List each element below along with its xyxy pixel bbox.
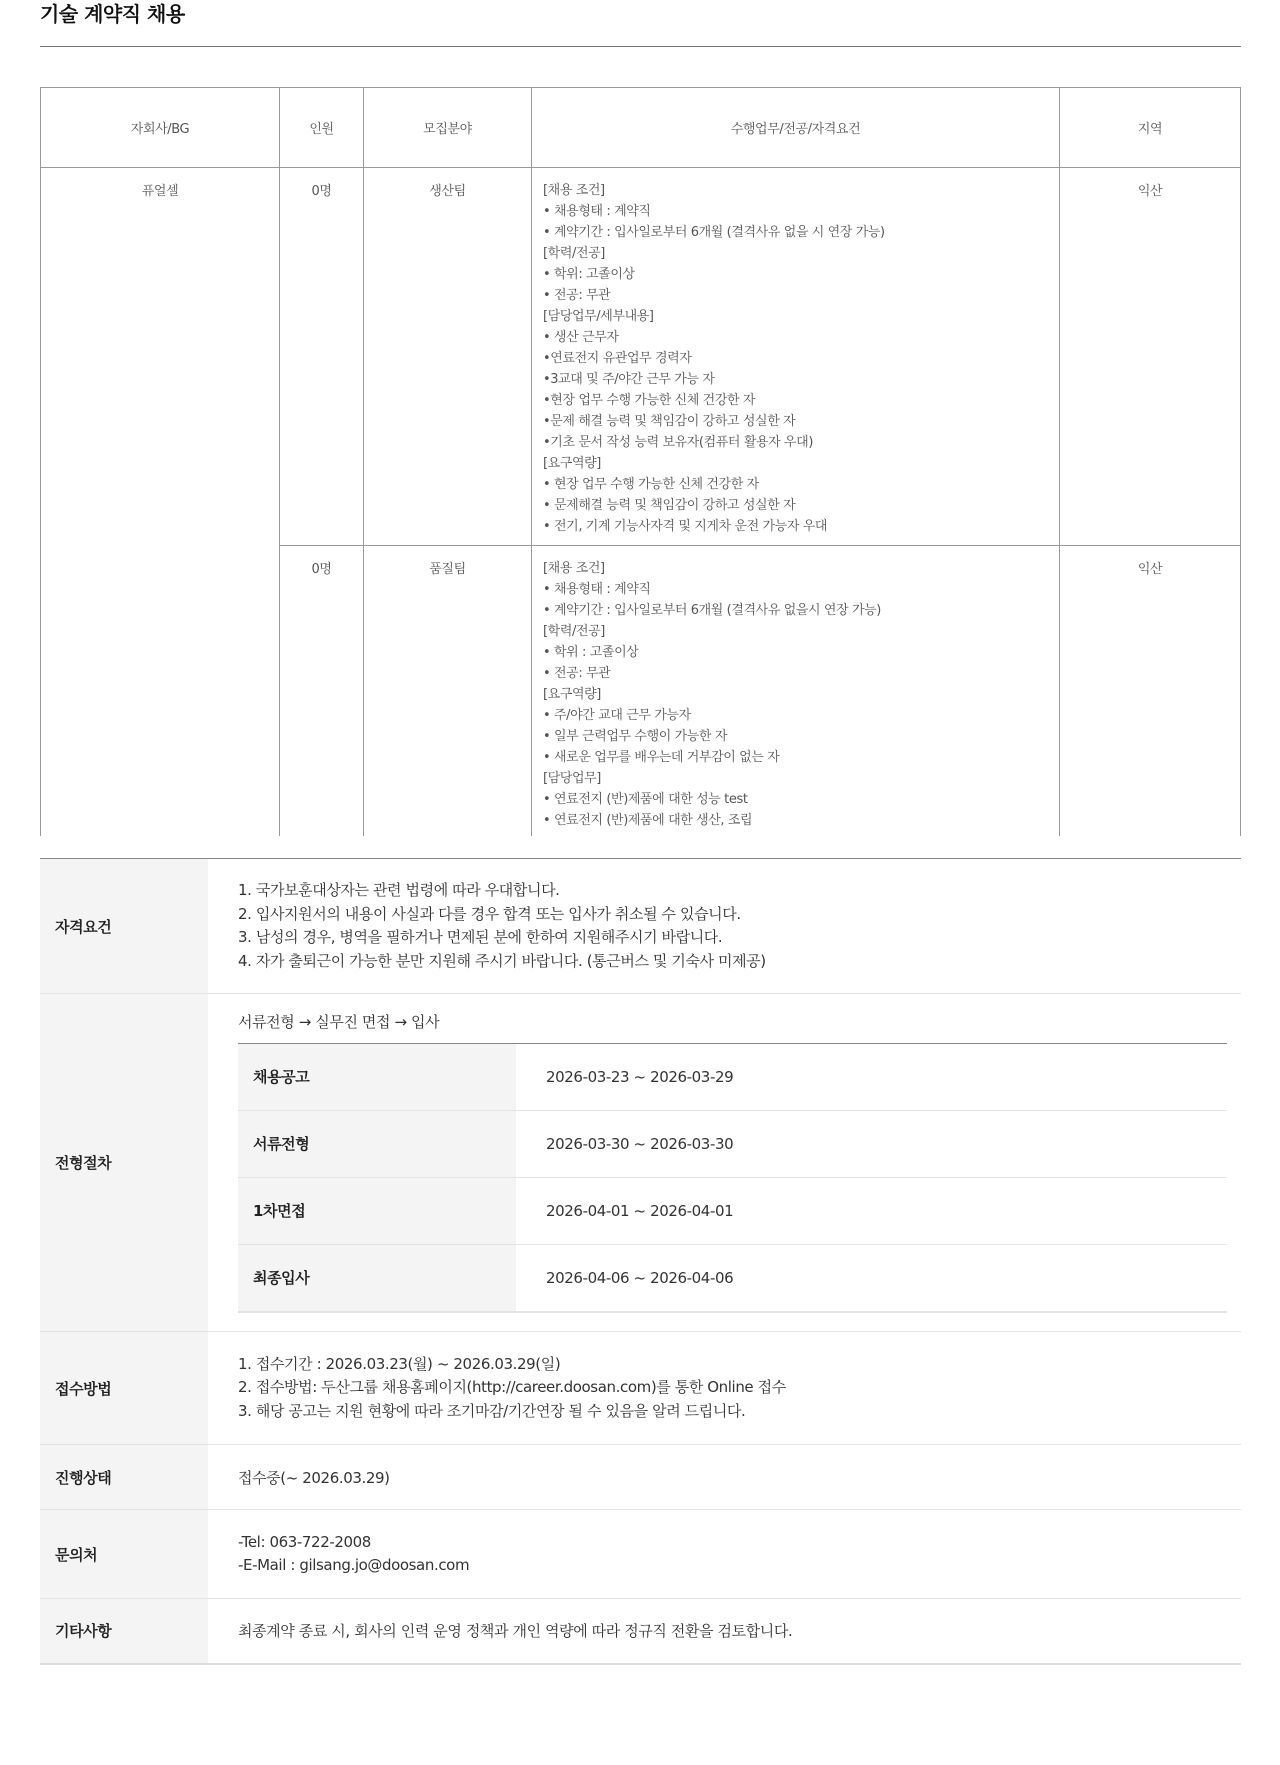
header-company: 자회사/BG [41, 88, 280, 168]
duty-line: • 생산 근무자 [543, 330, 619, 345]
duty-line: [요구역량] [543, 687, 601, 702]
schedule-row [238, 1110, 1227, 1177]
qualification-line: 2. 입사지원서의 내용이 사실과 다를 경우 합격 또는 입사가 취소될 수 있습니다. [238, 904, 741, 923]
duty-line: •3교대 및 주/야간 근무 가능 자 [543, 372, 715, 387]
schedule-row [238, 1043, 1227, 1110]
positions-header-row [41, 88, 1241, 168]
qualification-content [208, 859, 1241, 994]
schedule-period: 2026-04-06 ~ 2026-04-06 [546, 1268, 734, 1287]
process-row [40, 994, 1241, 1332]
duty-line: • 계약기간 : 입사일로부터 6개월 (결격사유 없을시 연장 가능) [543, 603, 881, 618]
duty-line: • 전기, 기계 기능사자격 및 지게차 운전 가능자 우대 [543, 519, 828, 534]
status-value: 접수중(~ 2026.03.29) [208, 1445, 1241, 1510]
duty-line: • 문제해결 능력 및 책임감이 강하고 성실한 자 [543, 498, 796, 513]
schedule-stage: 채용공고 [238, 1043, 516, 1110]
company-cell: 퓨얼셀 [41, 168, 280, 837]
duty-line: [학력/전공] [543, 246, 605, 261]
schedule-row [238, 1244, 1227, 1312]
qualification-label: 자격요건 [40, 859, 208, 994]
duty-line: • 채용형태 : 계약직 [543, 582, 651, 597]
contact-email: -E-Mail : gilsang.jo@doosan.com [238, 1556, 470, 1574]
duty-line: • 채용형태 : 계약직 [543, 204, 651, 219]
duty-line: •연료전지 유관업무 경력자 [543, 351, 692, 366]
duties-cell [532, 546, 1060, 837]
header-count: 인원 [280, 88, 364, 168]
schedule-stage: 1차면접 [238, 1177, 516, 1244]
duty-line: • 새로운 업무를 배우는데 거부감이 없는 자 [543, 750, 780, 765]
count-cell: 0명 [280, 546, 364, 837]
schedule-period: 2026-03-30 ~ 2026-03-30 [516, 1110, 1227, 1177]
duty-line: •기초 문서 작성 능력 보유자(컴퓨터 활용자 우대) [543, 435, 814, 450]
table-row [41, 168, 1241, 546]
duty-line: • 연료전지 (반)제품에 대한 생산, 조립 [543, 813, 753, 828]
application-line: 2. 접수방법: 두산그룹 채용홈페이지(http://career.doosan.com)를 통한 Online 접수 [238, 1378, 786, 1397]
contact-row [40, 1510, 1241, 1599]
qualification-line: 4. 자가 출퇴근이 가능한 분만 지원해 주시기 바랍니다. (통근버스 및 기숙사 미제공) [238, 951, 766, 970]
duty-line: [채용 조건] [543, 183, 605, 198]
duty-line: • 전공: 무관 [543, 288, 611, 303]
schedule-table [238, 1043, 1227, 1313]
application-content [208, 1332, 1241, 1445]
schedule-stage: 서류전형 [238, 1110, 516, 1177]
contact-content [208, 1510, 1241, 1599]
process-flow: 서류전형 → 실무진 면접 → 입사 [238, 1012, 440, 1031]
schedule-row [238, 1177, 1227, 1244]
process-label: 전형절차 [40, 994, 208, 1332]
application-line: 1. 접수기간 : 2026.03.23(월) ~ 2026.03.29(일) [238, 1354, 561, 1373]
contact-phone: -Tel: 063-722-2008 [238, 1532, 371, 1551]
duty-line: • 주/야간 교대 근무 가능자 [543, 708, 691, 723]
field-cell: 품질팀 [364, 546, 532, 837]
duty-line: [학력/전공] [543, 624, 605, 639]
etc-row [40, 1599, 1241, 1664]
status-label: 진행상태 [40, 1445, 208, 1510]
duty-line: [요구역량] [543, 456, 601, 471]
region-cell: 익산 [1060, 546, 1241, 837]
duty-line: • 학위 : 고졸이상 [543, 645, 639, 660]
header-duties: 수행업무/전공/자격요건 [532, 88, 1060, 168]
application-label: 접수방법 [40, 1332, 208, 1445]
region-cell: 익산 [1060, 168, 1241, 546]
duties-cell [532, 168, 1060, 546]
etc-value: 최종계약 종료 시, 회사의 인력 운영 정책과 개인 역량에 따라 정규직 전환을 검토합니다. [208, 1599, 1241, 1664]
duty-line: [채용 조건] [543, 561, 605, 576]
positions-table [40, 87, 1241, 836]
duty-line: • 일부 근력업무 수행이 가능한 자 [543, 729, 727, 744]
duty-line: [담당업무] [543, 771, 601, 786]
application-line: 3. 해당 공고는 지원 현황에 따라 조기마감/기간연장 될 수 있음을 알려 드립니다. [238, 1401, 746, 1420]
info-table [40, 858, 1241, 1665]
header-field: 모집분야 [364, 88, 532, 168]
schedule-stage: 최종입사 [238, 1244, 516, 1312]
qualification-row [40, 859, 1241, 994]
count-cell: 0명 [280, 168, 364, 546]
header-region: 지역 [1060, 88, 1241, 168]
qualification-line: 1. 국가보훈대상자는 관련 법령에 따라 우대합니다. [238, 881, 560, 899]
schedule-period: 2026-04-01 ~ 2026-04-01 [516, 1177, 1227, 1244]
page-title: 기술 계약직 채용 [40, 0, 1241, 47]
duty-line: • 현장 업무 수행 가능한 신체 건강한 자 [543, 477, 759, 492]
status-row [40, 1445, 1241, 1510]
process-content [208, 994, 1241, 1332]
duty-line: • 연료전지 (반)제품에 대한 성능 test [543, 792, 748, 807]
duty-line: •현장 업무 수행 가능한 신체 건강한 자 [543, 393, 756, 408]
duty-line: • 학위: 고졸이상 [543, 267, 635, 282]
qualification-line: 3. 남성의 경우, 병역을 필하거나 면제된 분에 한하여 지원해주시기 바랍니다. [238, 928, 723, 946]
contact-label: 문의처 [40, 1510, 208, 1599]
duty-line: • 계약기간 : 입사일로부터 6개월 (결격사유 없을 시 연장 가능) [543, 225, 885, 240]
duty-line: [담당업무/세부내용] [543, 309, 654, 324]
field-cell: 생산팀 [364, 168, 532, 546]
duty-line: •문제 해결 능력 및 책임감이 강하고 성실한 자 [543, 414, 796, 429]
duty-line: • 전공: 무관 [543, 666, 611, 681]
etc-label: 기타사항 [40, 1599, 208, 1664]
schedule-period: 2026-03-23 ~ 2026-03-29 [516, 1043, 1227, 1110]
application-row [40, 1332, 1241, 1445]
